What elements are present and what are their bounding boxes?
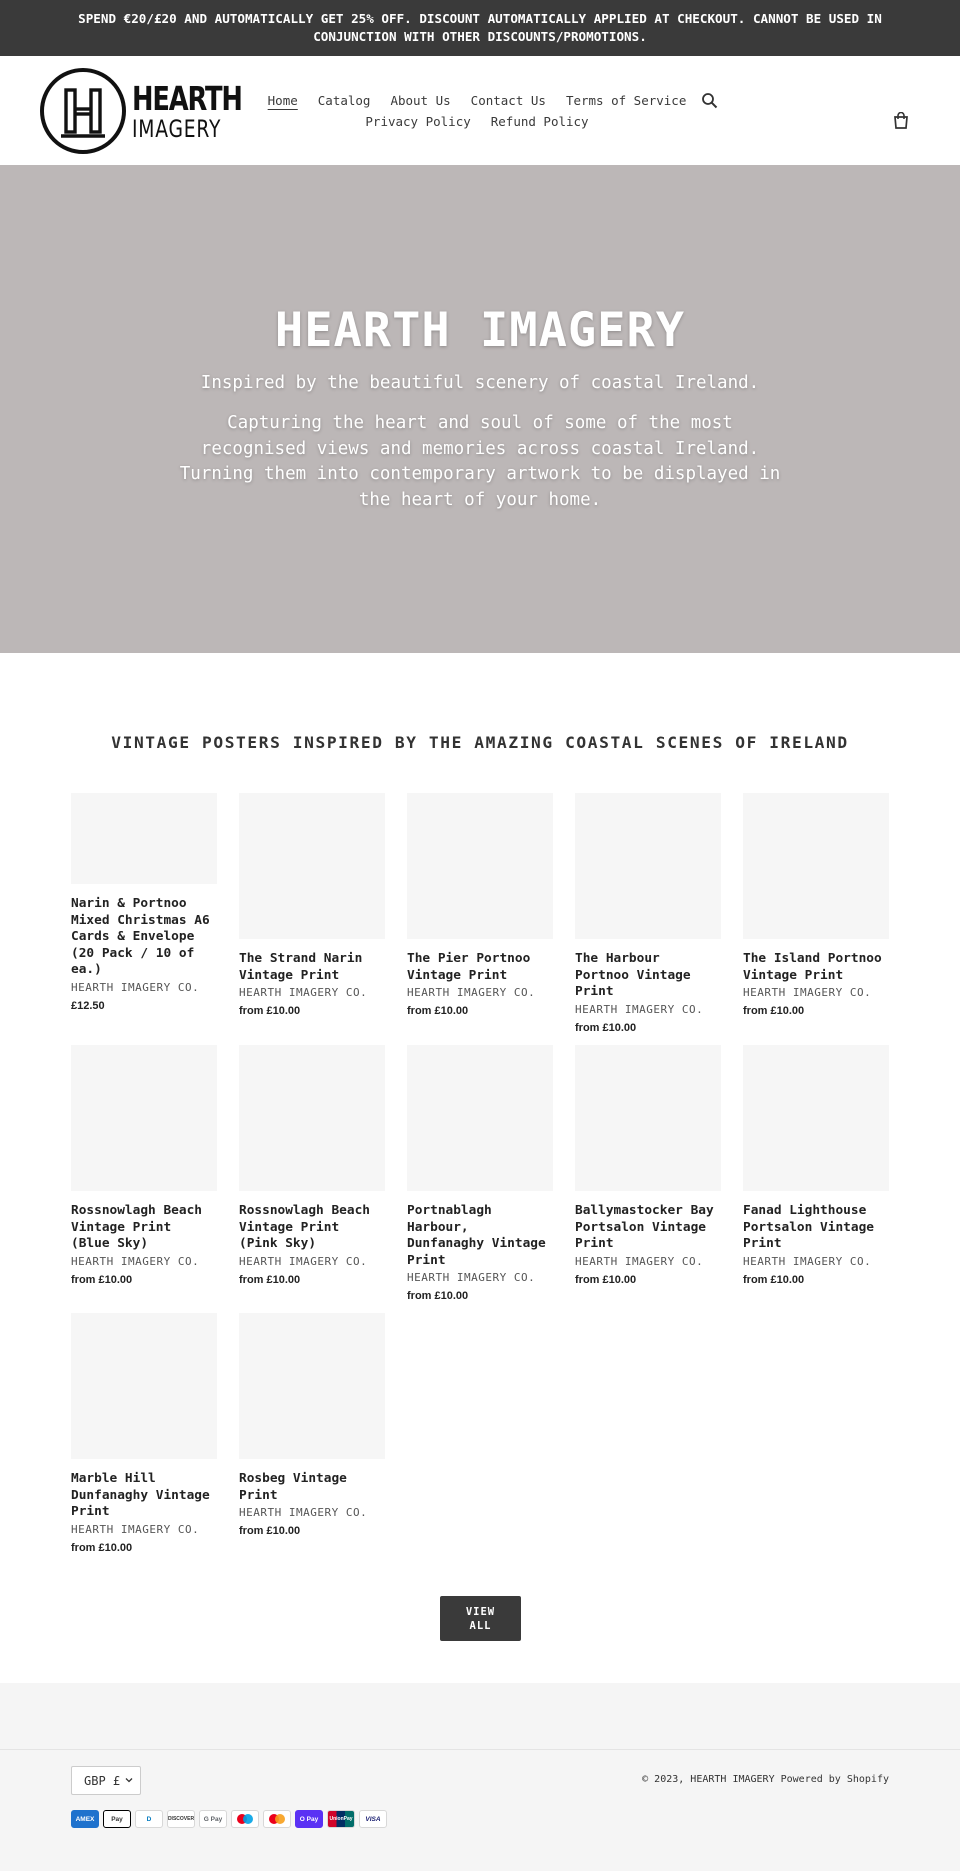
product-image[interactable] <box>575 793 721 939</box>
product-image[interactable] <box>71 1313 217 1459</box>
cart-icon <box>893 112 909 129</box>
product-vendor: HEARTH IMAGERY CO. <box>239 1254 368 1268</box>
product-price: from £10.00 <box>407 1290 469 1302</box>
product-title[interactable]: Portnablagh Harbour, Dunfanaghy Vintage Print <box>407 1203 546 1268</box>
product-price: from £10.00 <box>407 1005 469 1017</box>
search-icon <box>701 92 719 110</box>
product-title[interactable]: Narin & Portnoo Mixed Christmas A6 Cards & Envelope (20 Pack / 10 of ea.) <box>71 896 210 977</box>
product-vendor: HEARTH IMAGERY CO. <box>71 1254 200 1268</box>
copyright-text <box>642 1774 889 1785</box>
search-button[interactable] <box>701 92 721 112</box>
product-image[interactable] <box>743 793 889 939</box>
maestro-icon <box>231 1810 259 1828</box>
product-image[interactable] <box>239 793 385 939</box>
hero-title: HEARTH IMAGERY <box>274 303 686 358</box>
product-price: from £10.00 <box>239 1273 301 1286</box>
product-title[interactable]: Marble Hill Dunfanaghy Vintage Print <box>71 1471 210 1519</box>
nav-link-home[interactable]: Home <box>267 93 298 108</box>
logo-word-1: HEARTH <box>132 78 242 118</box>
nav-link-about-us[interactable]: About Us <box>390 93 451 108</box>
product-vendor: HEARTH IMAGERY CO. <box>71 1522 200 1536</box>
product-vendor: HEARTH IMAGERY CO. <box>743 1254 872 1268</box>
discover-icon: DISCOVER <box>167 1810 195 1828</box>
nav-link-refund-policy[interactable]: Refund Policy <box>490 114 589 129</box>
product-price: from £10.00 <box>575 1021 637 1034</box>
product-vendor: HEARTH IMAGERY CO. <box>575 1254 704 1268</box>
product-card[interactable] <box>239 1313 385 1537</box>
mastercard-icon <box>263 1810 291 1828</box>
chevron-down-icon <box>124 1775 134 1785</box>
currency-value: GBP £ <box>84 1773 121 1788</box>
copyright-owner[interactable]: © 2023, HEARTH IMAGERY <box>642 1774 775 1785</box>
product-title[interactable]: Fanad Lighthouse Portsalon Vintage Print <box>743 1203 874 1251</box>
payment-icons <box>71 1810 387 1828</box>
currency-selector[interactable] <box>71 1766 141 1795</box>
product-image[interactable] <box>407 793 553 939</box>
logo-word-2: IMAGERY <box>132 114 222 143</box>
announcement-text: SPEND €20/£20 AND AUTOMATICALLY GET 25% OFF. DISCOUNT AUTOMATICALLY APPLIED AT CHECKOUT. CANNOT BE USED IN CONJUNCTION WITH OTHER DISCOUNTS/PROMOTIONS. <box>78 11 882 44</box>
product-vendor: HEARTH IMAGERY CO. <box>575 1002 704 1016</box>
product-image[interactable] <box>575 1045 721 1191</box>
product-price: from £10.00 <box>575 1273 637 1286</box>
product-price: from £10.00 <box>743 1273 805 1286</box>
announcement-bar <box>0 0 960 56</box>
product-card[interactable] <box>239 1045 385 1286</box>
product-image[interactable] <box>71 793 217 884</box>
visa-icon: VISA <box>359 1810 387 1828</box>
product-price: from £10.00 <box>239 1005 301 1017</box>
product-card[interactable] <box>407 1045 553 1302</box>
product-card[interactable] <box>407 793 553 1017</box>
cart-button[interactable] <box>893 112 913 132</box>
hero-subtitle: Inspired by the beautiful scenery of coastal Ireland. <box>200 373 760 393</box>
nav-link-terms-of-service[interactable]: Terms of Service <box>565 93 687 108</box>
product-price: from £10.00 <box>71 1273 133 1286</box>
powered-by-link[interactable]: Powered by Shopify <box>780 1774 889 1785</box>
product-card[interactable] <box>743 793 889 1017</box>
product-title[interactable]: Rossnowlagh Beach Vintage Print (Blue Sky) <box>71 1203 202 1251</box>
product-image[interactable] <box>407 1045 553 1191</box>
logo-emblem <box>40 68 126 154</box>
product-price: from £10.00 <box>239 1525 301 1537</box>
product-title[interactable]: Rossnowlagh Beach Vintage Print (Pink Sky) <box>239 1203 370 1251</box>
product-vendor: HEARTH IMAGERY CO. <box>743 986 872 999</box>
product-image[interactable] <box>71 1045 217 1191</box>
product-card[interactable] <box>575 1045 721 1286</box>
product-card[interactable] <box>239 793 385 1017</box>
product-title[interactable]: The Island Portnoo Vintage Print <box>743 951 882 983</box>
product-title[interactable]: Rosbeg Vintage Print <box>239 1471 347 1503</box>
hero-banner <box>0 165 960 653</box>
product-price: £12.50 <box>71 999 105 1012</box>
product-title[interactable]: Ballymastocker Bay Portsalon Vintage Print <box>575 1203 714 1251</box>
nav-link-contact-us[interactable]: Contact Us <box>470 93 546 108</box>
product-card[interactable] <box>71 1045 217 1286</box>
product-title[interactable]: The Harbour Portnoo Vintage Print <box>575 951 691 999</box>
nav-link-privacy-policy[interactable]: Privacy Policy <box>365 114 471 129</box>
footer-divider <box>0 1749 960 1750</box>
product-card[interactable] <box>71 1313 217 1554</box>
shop-pay-icon: O Pay <box>295 1810 323 1828</box>
view-all-label: VIEW ALL <box>465 1605 496 1632</box>
collection-title: VINTAGE POSTERS INSPIRED BY THE AMAZING COASTAL SCENES OF IRELAND <box>111 733 849 752</box>
product-card[interactable] <box>71 793 217 1012</box>
main-nav <box>267 90 687 132</box>
product-vendor: HEARTH IMAGERY CO. <box>407 986 536 999</box>
product-price: from £10.00 <box>71 1541 133 1554</box>
product-vendor: HEARTH IMAGERY CO. <box>407 1271 536 1284</box>
product-title[interactable]: The Strand Narin Vintage Print <box>239 951 363 983</box>
google-pay-icon: G Pay <box>199 1810 227 1828</box>
site-logo[interactable] <box>40 67 242 155</box>
product-vendor: HEARTH IMAGERY CO. <box>239 986 368 999</box>
amex-icon: AMEX <box>71 1810 99 1828</box>
site-header <box>0 56 960 165</box>
apple-pay-icon: Pay <box>103 1810 131 1828</box>
view-all-button[interactable] <box>440 1596 521 1641</box>
product-vendor: HEARTH IMAGERY CO. <box>239 1506 368 1519</box>
product-image[interactable] <box>743 1045 889 1191</box>
nav-link-catalog[interactable]: Catalog <box>317 93 371 108</box>
product-card[interactable] <box>575 793 721 1034</box>
diners-club-icon: D <box>135 1810 163 1828</box>
product-title[interactable]: The Pier Portnoo Vintage Print <box>407 951 531 983</box>
unionpay-icon: UnionPay <box>327 1810 355 1828</box>
site-footer <box>0 1683 960 1871</box>
product-image[interactable] <box>239 1045 385 1191</box>
hero-description: Capturing the heart and soul of some of the most recognised views and memories across coastal Ireland. Turning them into contemporary artwork to be displayed in the heart of your home. <box>179 413 781 510</box>
product-image[interactable] <box>239 1313 385 1459</box>
product-price: from £10.00 <box>743 1005 805 1017</box>
product-vendor: HEARTH IMAGERY CO. <box>71 980 200 994</box>
product-card[interactable] <box>743 1045 889 1286</box>
